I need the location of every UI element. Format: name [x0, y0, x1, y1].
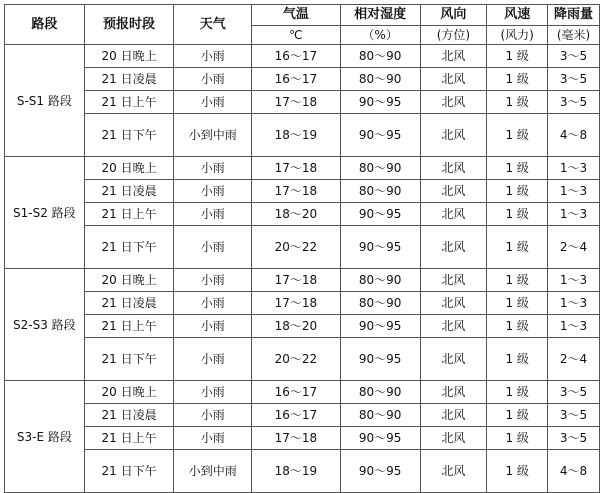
cell-humidity: 90～95	[340, 91, 420, 114]
header-rain: 降雨量	[548, 5, 600, 26]
weather-forecast-table	[4, 4, 600, 493]
table-row	[5, 315, 600, 338]
cell-period: 20 日晚上	[84, 157, 174, 180]
table-row	[5, 226, 600, 269]
cell-humidity: 80～90	[340, 269, 420, 292]
cell-rain: 3～5	[548, 381, 600, 404]
table-body	[5, 45, 600, 493]
cell-weather: 小雨	[174, 292, 252, 315]
cell-period: 20 日晚上	[84, 381, 174, 404]
cell-humidity: 80～90	[340, 292, 420, 315]
cell-temp: 17～18	[252, 427, 341, 450]
cell-period: 21 日凌晨	[84, 68, 174, 91]
cell-temp: 18～20	[252, 315, 341, 338]
cell-period: 21 日凌晨	[84, 180, 174, 203]
cell-wind-speed: 1 级	[487, 203, 548, 226]
cell-humidity: 80～90	[340, 381, 420, 404]
cell-period: 21 日凌晨	[84, 292, 174, 315]
segment-label: S2-S3 路段	[5, 269, 85, 381]
cell-wind-speed: 1 级	[487, 338, 548, 381]
cell-period: 21 日上午	[84, 427, 174, 450]
cell-rain: 3～5	[548, 68, 600, 91]
cell-humidity: 80～90	[340, 180, 420, 203]
cell-weather: 小到中雨	[174, 450, 252, 493]
cell-weather: 小雨	[174, 226, 252, 269]
table-row	[5, 269, 600, 292]
cell-wind-dir: 北风	[420, 114, 487, 157]
cell-weather: 小雨	[174, 157, 252, 180]
forecast-table-container	[4, 4, 600, 493]
cell-wind-dir: 北风	[420, 292, 487, 315]
cell-wind-dir: 北风	[420, 226, 487, 269]
cell-temp: 16～17	[252, 381, 341, 404]
table-row	[5, 404, 600, 427]
cell-wind-speed: 1 级	[487, 450, 548, 493]
header-wind-speed-unit: (风力)	[487, 26, 548, 45]
cell-rain: 2～4	[548, 338, 600, 381]
cell-temp: 20～22	[252, 338, 341, 381]
table-row	[5, 450, 600, 493]
cell-rain: 1～3	[548, 157, 600, 180]
cell-weather: 小雨	[174, 45, 252, 68]
cell-wind-dir: 北风	[420, 269, 487, 292]
cell-temp: 16～17	[252, 45, 341, 68]
cell-humidity: 90～95	[340, 226, 420, 269]
cell-temp: 20～22	[252, 226, 341, 269]
cell-wind-speed: 1 级	[487, 226, 548, 269]
cell-humidity: 90～95	[340, 315, 420, 338]
header-segment: 路段	[5, 5, 85, 45]
cell-weather: 小到中雨	[174, 114, 252, 157]
cell-wind-speed: 1 级	[487, 269, 548, 292]
cell-wind-dir: 北风	[420, 427, 487, 450]
cell-weather: 小雨	[174, 68, 252, 91]
cell-humidity: 80～90	[340, 157, 420, 180]
cell-weather: 小雨	[174, 381, 252, 404]
cell-weather: 小雨	[174, 91, 252, 114]
cell-rain: 1～3	[548, 292, 600, 315]
cell-wind-dir: 北风	[420, 180, 487, 203]
cell-wind-dir: 北风	[420, 381, 487, 404]
cell-temp: 17～18	[252, 91, 341, 114]
cell-temp: 17～18	[252, 180, 341, 203]
segment-label: S3-E 路段	[5, 381, 85, 493]
cell-temp: 17～18	[252, 269, 341, 292]
table-row	[5, 180, 600, 203]
cell-period: 21 日上午	[84, 203, 174, 226]
table-row	[5, 338, 600, 381]
cell-period: 20 日晚上	[84, 269, 174, 292]
cell-temp: 18～20	[252, 203, 341, 226]
cell-period: 21 日下午	[84, 338, 174, 381]
header-period: 预报时段	[84, 5, 174, 45]
cell-temp: 16～17	[252, 68, 341, 91]
cell-wind-dir: 北风	[420, 91, 487, 114]
cell-humidity: 90～95	[340, 114, 420, 157]
header-temp-unit: ℃	[252, 26, 341, 45]
segment-label: S1-S2 路段	[5, 157, 85, 269]
cell-rain: 2～4	[548, 226, 600, 269]
cell-temp: 16～17	[252, 404, 341, 427]
cell-wind-speed: 1 级	[487, 45, 548, 68]
cell-weather: 小雨	[174, 180, 252, 203]
header-temp: 气温	[252, 5, 341, 26]
cell-temp: 18～19	[252, 450, 341, 493]
cell-wind-speed: 1 级	[487, 315, 548, 338]
table-header	[5, 5, 600, 45]
cell-humidity: 90～95	[340, 203, 420, 226]
cell-wind-speed: 1 级	[487, 157, 548, 180]
cell-temp: 17～18	[252, 157, 341, 180]
cell-wind-dir: 北风	[420, 315, 487, 338]
cell-weather: 小雨	[174, 427, 252, 450]
cell-rain: 1～3	[548, 203, 600, 226]
cell-rain: 1～3	[548, 315, 600, 338]
cell-wind-speed: 1 级	[487, 292, 548, 315]
cell-wind-speed: 1 级	[487, 404, 548, 427]
cell-period: 21 日上午	[84, 91, 174, 114]
cell-humidity: 90～95	[340, 427, 420, 450]
cell-rain: 4～8	[548, 450, 600, 493]
cell-period: 21 日凌晨	[84, 404, 174, 427]
cell-period: 20 日晚上	[84, 45, 174, 68]
header-wind-speed: 风速	[487, 5, 548, 26]
cell-humidity: 80～90	[340, 404, 420, 427]
cell-wind-dir: 北风	[420, 203, 487, 226]
table-row	[5, 292, 600, 315]
header-weather: 天气	[174, 5, 252, 45]
cell-rain: 1～3	[548, 269, 600, 292]
header-humidity: 相对湿度	[340, 5, 420, 26]
cell-wind-speed: 1 级	[487, 180, 548, 203]
cell-weather: 小雨	[174, 338, 252, 381]
table-row	[5, 381, 600, 404]
cell-rain: 3～5	[548, 91, 600, 114]
cell-weather: 小雨	[174, 315, 252, 338]
cell-rain: 1～3	[548, 180, 600, 203]
header-rain-unit: (毫米)	[548, 26, 600, 45]
cell-wind-dir: 北风	[420, 68, 487, 91]
cell-wind-speed: 1 级	[487, 427, 548, 450]
cell-humidity: 80～90	[340, 45, 420, 68]
table-row	[5, 157, 600, 180]
table-row	[5, 203, 600, 226]
cell-wind-speed: 1 级	[487, 91, 548, 114]
cell-rain: 3～5	[548, 404, 600, 427]
table-row	[5, 68, 600, 91]
header-humidity-unit: （%）	[340, 26, 420, 45]
cell-wind-dir: 北风	[420, 338, 487, 381]
header-wind-dir: 风向	[420, 5, 487, 26]
segment-label: S-S1 路段	[5, 45, 85, 157]
cell-rain: 4～8	[548, 114, 600, 157]
cell-period: 21 日下午	[84, 226, 174, 269]
cell-period: 21 日下午	[84, 114, 174, 157]
cell-rain: 3～5	[548, 427, 600, 450]
cell-humidity: 90～95	[340, 450, 420, 493]
cell-period: 21 日下午	[84, 450, 174, 493]
cell-temp: 17～18	[252, 292, 341, 315]
table-row	[5, 114, 600, 157]
cell-weather: 小雨	[174, 203, 252, 226]
cell-wind-dir: 北风	[420, 45, 487, 68]
cell-rain: 3～5	[548, 45, 600, 68]
table-row	[5, 427, 600, 450]
header-wind-dir-unit: (方位)	[420, 26, 487, 45]
cell-weather: 小雨	[174, 269, 252, 292]
cell-wind-dir: 北风	[420, 404, 487, 427]
cell-temp: 18～19	[252, 114, 341, 157]
cell-weather: 小雨	[174, 404, 252, 427]
cell-wind-speed: 1 级	[487, 114, 548, 157]
cell-humidity: 90～95	[340, 338, 420, 381]
cell-wind-speed: 1 级	[487, 381, 548, 404]
cell-wind-dir: 北风	[420, 157, 487, 180]
cell-wind-dir: 北风	[420, 450, 487, 493]
cell-wind-speed: 1 级	[487, 68, 548, 91]
table-row	[5, 45, 600, 68]
cell-humidity: 80～90	[340, 68, 420, 91]
table-row	[5, 91, 600, 114]
cell-period: 21 日上午	[84, 315, 174, 338]
